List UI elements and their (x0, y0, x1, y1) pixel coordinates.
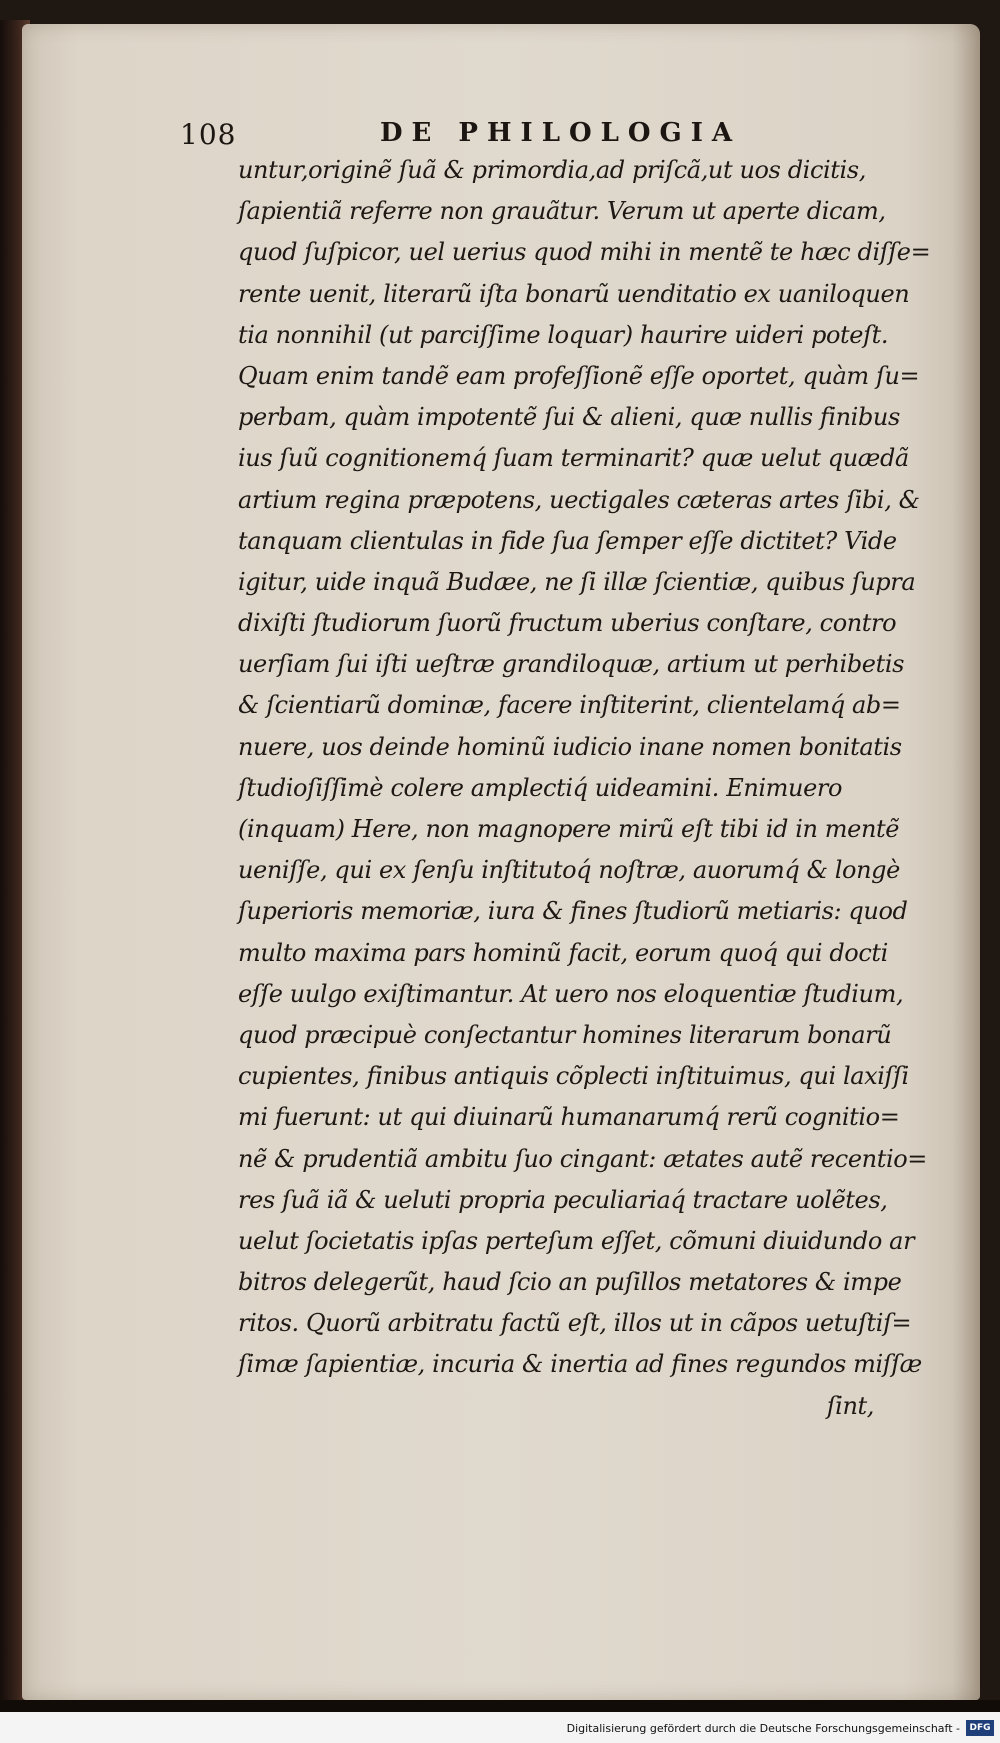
text-line: perbam, quàm impotentẽ ſui & alieni, quæ nullis finibus (238, 403, 900, 432)
text-line: nuere, uos deinde hominũ iudicio inane nomen bonitatis (238, 732, 902, 761)
page-edge-shadow (952, 24, 980, 1700)
text-line: igitur, uide inquã Budæe, ne ſi illæ ſcientiæ, quibus ſupra (238, 567, 916, 596)
text-line: ſimæ ſapientiæ, incuria & inertia ad fines regundos miſſæ (238, 1350, 922, 1379)
text-line: artium regina præpotens, uectigales cæteras artes ſibi, & (238, 485, 920, 514)
text-line: tanquam clientulas in fide ſua ſemper eſſe dictitet? Vide (238, 526, 897, 555)
text-line: (inquam) Here, non magnopere mirũ eſt tibi id in mentẽ (238, 815, 900, 843)
text-line: ſtudioſiſſimè colere amplectiq́ uideamini. Enimuero (238, 773, 843, 802)
funding-credit: Digitalisierung gefördert durch die Deutsche Forschungsgemeinschaft - (566, 1722, 960, 1735)
text-line: quod præcipuè conſectantur homines literarum bonarũ (238, 1020, 892, 1049)
text-line: Quam enim tandẽ eam profeſſionẽ eſſe oportet, quàm ſu= (238, 361, 920, 390)
text-line: nẽ & prudentiã ambitu ſuo cingant: ætates autẽ recentio= (238, 1144, 927, 1173)
text-line: cupientes, finibus antiquis cõplecti inſtituimus, qui laxiſſi (238, 1062, 909, 1091)
text-line: untur,originẽ ſuã & primordia,ad priſcã,ut uos dicitis, (238, 156, 866, 184)
text-line: ſuperioris memoriæ, iura & fines ſtudiorũ metiaris: quod (238, 897, 908, 926)
text-line: rente uenit, literarũ iſta bonarũ uenditatio ex uaniloquen (238, 279, 910, 308)
text-line: uelut ſocietatis ipſas perteſum eſſet, cõmuni diuidundo ar (238, 1226, 915, 1255)
body-text (238, 150, 931, 1427)
text-line: & ſcientiarũ dominæ, facere inſtiterint, clientelamq́ ab= (238, 691, 901, 720)
text-line: dixiſti ſtudiorum ſuorũ fructum uberius conſtare, contro (238, 609, 897, 638)
text-line: eſſe uulgo exiſtimantur. At uero nos eloquentiæ ſtudium, (238, 979, 904, 1008)
text-line: res ſuã iã & ueluti propria peculiariaq́ tractare uolẽtes, (238, 1185, 888, 1214)
dfg-logo: DFG (966, 1720, 994, 1736)
running-title: DE PHILOLOGIA (380, 118, 742, 148)
text-line: multo maxima pars hominũ facit, eorum quoq́ qui docti (238, 938, 888, 967)
text-line: bitros delegerũt, haud ſcio an puſillos metatores & impe (238, 1268, 902, 1297)
text-line: ueniſſe, qui ex ſenſu inſtitutoq́ noſtræ, auorumq́ & longè (238, 856, 900, 885)
text-line: ius ſuũ cognitionemq́ ſuam terminarit? quæ uelut quædã (238, 444, 909, 473)
text-line: mi fuerunt: ut qui diuinarũ humanarumq́ rerũ cognitio= (238, 1103, 900, 1132)
catchword: ſint, (826, 1391, 874, 1420)
text-line: tia nonnihil (ut parciſſime loquar) haurire uideri poteſt. (238, 320, 889, 349)
text-line: ſapientiã referre non grauãtur. Verum ut aperte dicam, (238, 197, 886, 226)
page-number: 108 (180, 118, 237, 151)
text-line: ritos. Quorũ arbitratu factũ eſt, illos ut in cãpos uetuſtiſ= (238, 1309, 912, 1338)
scan-bottom-edge (0, 1700, 1000, 1712)
text-line: uerſiam ſui iſti ueſtræ grandiloquæ, artium ut perhibetis (238, 650, 905, 679)
text-line: quod ſuſpicor, uel uerius quod mihi in mentẽ te hæc diſſe= (238, 238, 931, 267)
